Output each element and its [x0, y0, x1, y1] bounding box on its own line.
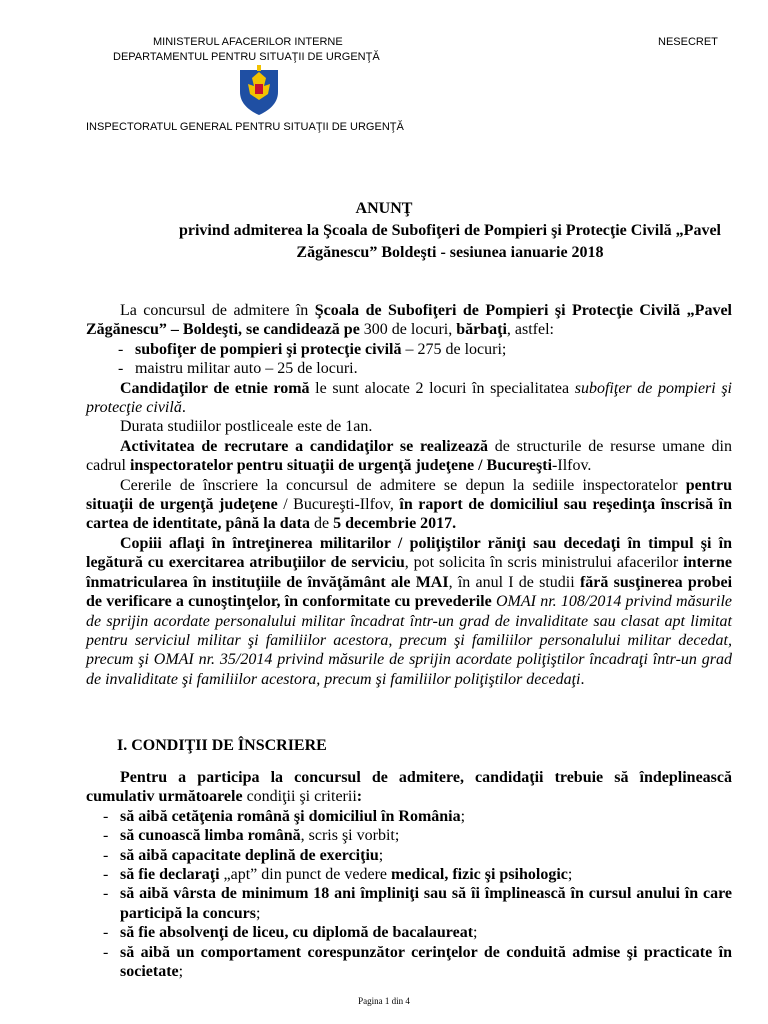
- criteria-item: - să aibă un comportament corespunzător cerinţelor de conduită admise şi practicate în societate;: [103, 943, 732, 981]
- document-subtitle: privind admiterea la Şcoala de Subofiţeri de Pompieri şi Protecţie Civilă „Pavel Zăgănescu” Boldeşti - sesiunea ianuarie 2018: [178, 222, 721, 261]
- paragraph-places: La concursul de admitere în Şcoala de Subofiţeri de Pompieri şi Protecţie Civilă „Pavel Zăgănescu” – Boldeşti, se candidează pe 300 de locuri, bărbaţi, astfel:: [86, 302, 733, 339]
- section-heading: I. CONDIŢII DE ÎNSCRIERE: [117, 737, 327, 754]
- criteria-item: - să fie declaraţi „apt” din punct de vedere medical, fizic şi psihologic;: [103, 866, 573, 884]
- conditions-body: [86, 768, 732, 981]
- paragraph-children: Copiii aflaţi în întreţinerea militarilor / poliţiştilor răniţi sau decedaţi în timpul şi în legătură cu exercitarea atribuţiilor de serviciu, pot solicita în scris ministrului afacerilor interne înmatricularea în instituţiile de învăţământ ale MAI, în anul I de studii fără susţinerea probei de verificare a cunoştinţelor, în conformitate cu prevederile OMAI nr. 108/2014 privind măsurile de sprijin acordate personalului militar încadrat într-un grad de invaliditate sau clasat apt limitat pentru serviciul militar şi familiilor acestora, precum şi familiilor personalului militar decedat, precum şi OMAI nr. 35/2014 privind măsurile de sprijin acordate poliţiştilor încadraţi într-un grad de invaliditate şi familiilor acestora, precum şi familiilor poliţiştilor decedaţi.: [86, 534, 733, 688]
- page-number: Pagina 1 din 4: [358, 996, 410, 1006]
- coat-of-arms-icon: [236, 64, 282, 116]
- paragraph-duration: Durata studiilor postliceale este de 1an.: [120, 418, 373, 436]
- criteria-item: - să aibă cetăţenia română şi domiciliul în România;: [103, 807, 466, 825]
- criteria-item: - să fie absolvenţi de liceu, cu diplomă de bacalaureat;: [103, 924, 478, 942]
- ministry-header: MINISTERUL AFACERILOR INTERNE: [153, 36, 343, 48]
- document-title: ANUNŢ: [355, 200, 413, 217]
- paragraph-conditions: Pentru a participa la concursul de admitere, candidaţii trebuie să îndeplinească cumulativ următoarele condiţii şi criterii:: [86, 769, 732, 806]
- paragraph-recruitment: Activitatea de recrutare a candidaţilor se realizează de structurile de resurse umane din cadrul inspectoratelor pentru situaţii de urgenţă judeţene / Bucureşti-Ilfov.: [86, 437, 732, 475]
- criteria-item: - să cunoască limba română, scris şi vorbit;: [103, 827, 400, 845]
- paragraph-application: Cererile de înscriere la concursul de admitere se depun la sediile inspectoratelor pentru situaţii de urgenţă judeţene / Bucureşti-Ilfov, în raport de domiciliul sau reşedinţa înscrisă în cartea de identitate, până la data de 5 decembrie 2017.: [86, 476, 733, 533]
- classification-label: NESECRET: [658, 36, 718, 48]
- paragraph-roma: Candidaţilor de etnie romă le sunt alocate 2 locuri în specialitatea subofiţer de pompieri şi protecţie civilă.: [86, 379, 733, 417]
- announcement-body: [86, 301, 732, 689]
- list-item: - maistru militar auto – 25 de locuri.: [118, 360, 358, 378]
- criteria-item: - să aibă vârsta de minimum 18 ani împliniţi sau să îi împlinească în cursul anului în care participă la concurs;: [103, 885, 732, 922]
- list-item: - subofiţer de pompieri şi protecţie civilă – 275 de locuri;: [118, 340, 507, 358]
- inspectorate-header: INSPECTORATUL GENERAL PENTRU SITUAŢII DE URGENŢĂ: [86, 121, 404, 133]
- criteria-item: - să aibă capacitate deplină de exerciţiu;: [103, 846, 384, 864]
- department-header: DEPARTAMENTUL PENTRU SITUAŢII DE URGENŢĂ: [113, 51, 380, 63]
